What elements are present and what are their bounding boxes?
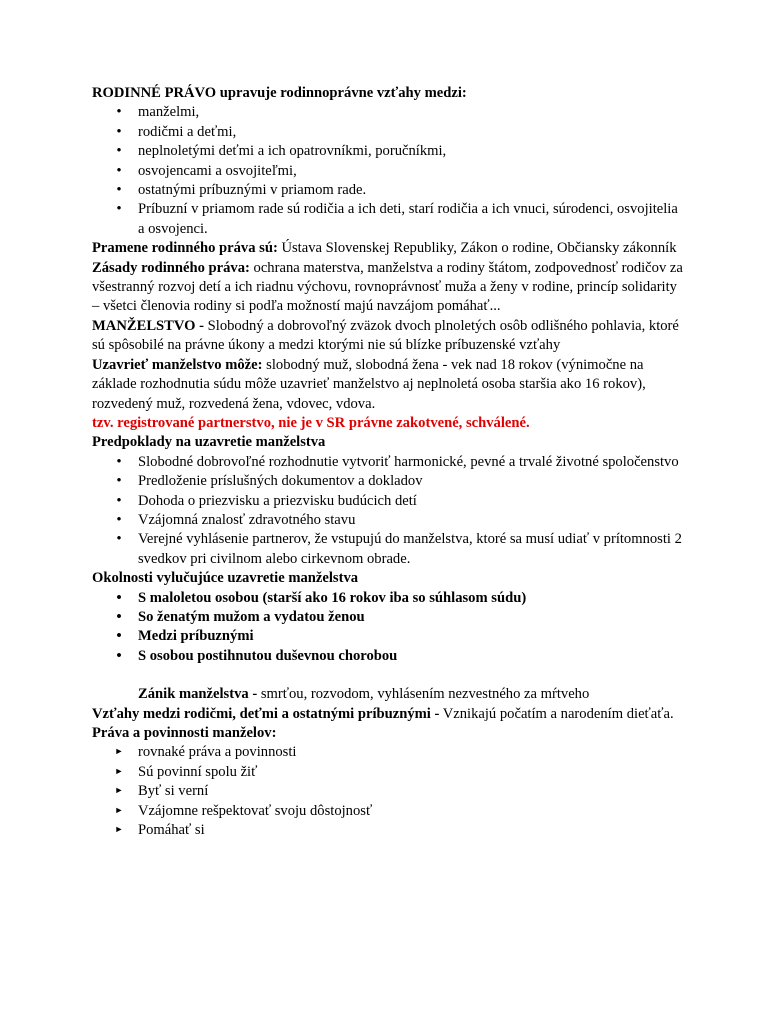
list-item: • rodičmi a deťmi, — [92, 123, 684, 142]
bullet-icon — [112, 181, 126, 200]
arrow-bullet-icon — [112, 763, 126, 783]
list-item: • Slobodné dobrovoľné rozhodnutie vytvoriť harmonické, pevné a trvalé životné spoločenstvo — [92, 453, 684, 472]
list-item: • So ženatým mužom a vydatou ženou — [92, 608, 684, 627]
bullet-icon — [112, 142, 126, 161]
partnerstvo-note: tzv. registrované partnerstvo, nie je v SR právne zakotvené, schválené. — [92, 414, 530, 431]
intro-paragraph — [92, 84, 684, 103]
list-item: • S maloletou osobou (starší ako 16 rokov iba so súhlasom súdu) — [92, 589, 684, 608]
relations-list — [92, 103, 684, 239]
list-item: ► Vzájomne rešpektovať svoju dôstojnosť — [92, 802, 684, 821]
pramene-paragraph: Pramene rodinného práva sú: Ústava Slovenskej Republiky, Zákon o rodine, Občiansky zákonník — [92, 240, 677, 257]
predpoklady-heading: Predpoklady na uzavretie manželstva — [92, 434, 326, 451]
prava-list — [92, 743, 684, 840]
arrow-bullet-icon — [112, 821, 126, 841]
prava-heading: Práva a povinnosti manželov: — [92, 725, 277, 741]
bullet-icon — [112, 453, 126, 472]
arrow-bullet-icon — [112, 802, 126, 822]
bullet-icon — [112, 472, 126, 491]
list-item: ► Pomáhať si — [92, 821, 684, 840]
bullet-icon — [112, 589, 126, 608]
list-item: • ostatnými príbuznými v priamom rade. — [92, 181, 684, 200]
bullet-icon — [112, 530, 126, 549]
list-item: • S osobou postihnutou duševnou chorobou — [92, 647, 684, 666]
predpoklady-list — [92, 453, 684, 569]
list-item: • manželmi, — [92, 103, 684, 122]
arrow-bullet-icon — [112, 743, 126, 763]
list-item: • Príbuzní v priamom rade sú rodičia a ich deti, starí rodičia a ich vnuci, súrodenci, osvojitelia a osvojenci. — [92, 200, 684, 239]
bullet-icon — [112, 647, 126, 666]
manzelstvo-paragraph: MANŽELSTVO - Slobodný a dobrovoľný zväzok dvoch plnoletých osôb odlišného pohlavia, ktoré sú spôsobilé na právne úkony a medzi ktorými nie sú blízke príbuzenské vzťahy — [92, 317, 679, 354]
zanik-paragraph: Zánik manželstva - smrťou, rozvodom, vyhlásením nezvestného za mŕtveho — [138, 686, 590, 703]
document-content — [92, 84, 684, 840]
okolnosti-list — [92, 589, 684, 667]
zasady-paragraph: Zásady rodinného práva: ochrana materstva, manželstva a rodiny štátom, zodpovednosť rodičov za všestranný rozvoj detí a ich riadnu výchovu, rovnoprávnosť muža a ženy v rodine, princíp solidarity – všetci členovia rodiny si podľa možností majú navzájom pomáhať... — [92, 259, 683, 315]
list-item: ► rovnaké práva a povinnosti — [92, 743, 684, 762]
uzavriet-paragraph: Uzavrieť manželstvo môže: slobodný muž, slobodná žena - vek nad 18 rokov (výnimočne na základe rozhodnutia súdu môže uzavrieť manželstvo aj neplnoletá osoba staršia ako 16 rokov), rozvedený muž, rozvedená žena, vdovec, vdova. — [92, 356, 646, 412]
spacer — [92, 666, 684, 685]
list-item: • Dohoda o priezvisku a priezvisku budúcich detí — [92, 492, 684, 511]
list-item: • neplnoletými deťmi a ich opatrovníkmi, poručníkmi, — [92, 142, 684, 161]
bullet-icon — [112, 627, 126, 646]
bullet-icon — [112, 511, 126, 530]
list-item: • Vzájomná znalosť zdravotného stavu — [92, 511, 684, 530]
okolnosti-heading: Okolnosti vylučujúce uzavretie manželstva — [92, 570, 359, 587]
bullet-icon — [112, 200, 126, 219]
list-item: • Verejné vyhlásenie partnerov, že vstupujú do manželstva, ktoré sa musí udiať v prítomnosti 2 svedkov pri civilnom alebo cirkevnom obrade. — [92, 530, 684, 569]
list-item: ► Byť si verní — [92, 782, 684, 801]
list-item: • Medzi príbuznými — [92, 627, 684, 646]
list-item: ► Sú povinní spolu žiť — [92, 763, 684, 782]
list-item: • Predloženie príslušných dokumentov a dokladov — [92, 472, 684, 491]
bullet-icon — [112, 608, 126, 627]
arrow-bullet-icon — [112, 782, 126, 802]
bullet-icon — [112, 103, 126, 122]
bullet-icon — [112, 492, 126, 511]
heading-rodinne-pravo: RODINNÉ PRÁVO upravuje rodinnoprávne vzťahy medzi: — [92, 85, 467, 101]
list-item: • osvojencami a osvojiteľmi, — [92, 162, 684, 181]
bullet-icon — [112, 123, 126, 142]
bullet-icon — [112, 162, 126, 181]
vztahy-paragraph: Vzťahy medzi rodičmi, deťmi a ostatnými príbuznými - Vznikajú počatím a narodením dieťaťa. — [92, 705, 674, 722]
